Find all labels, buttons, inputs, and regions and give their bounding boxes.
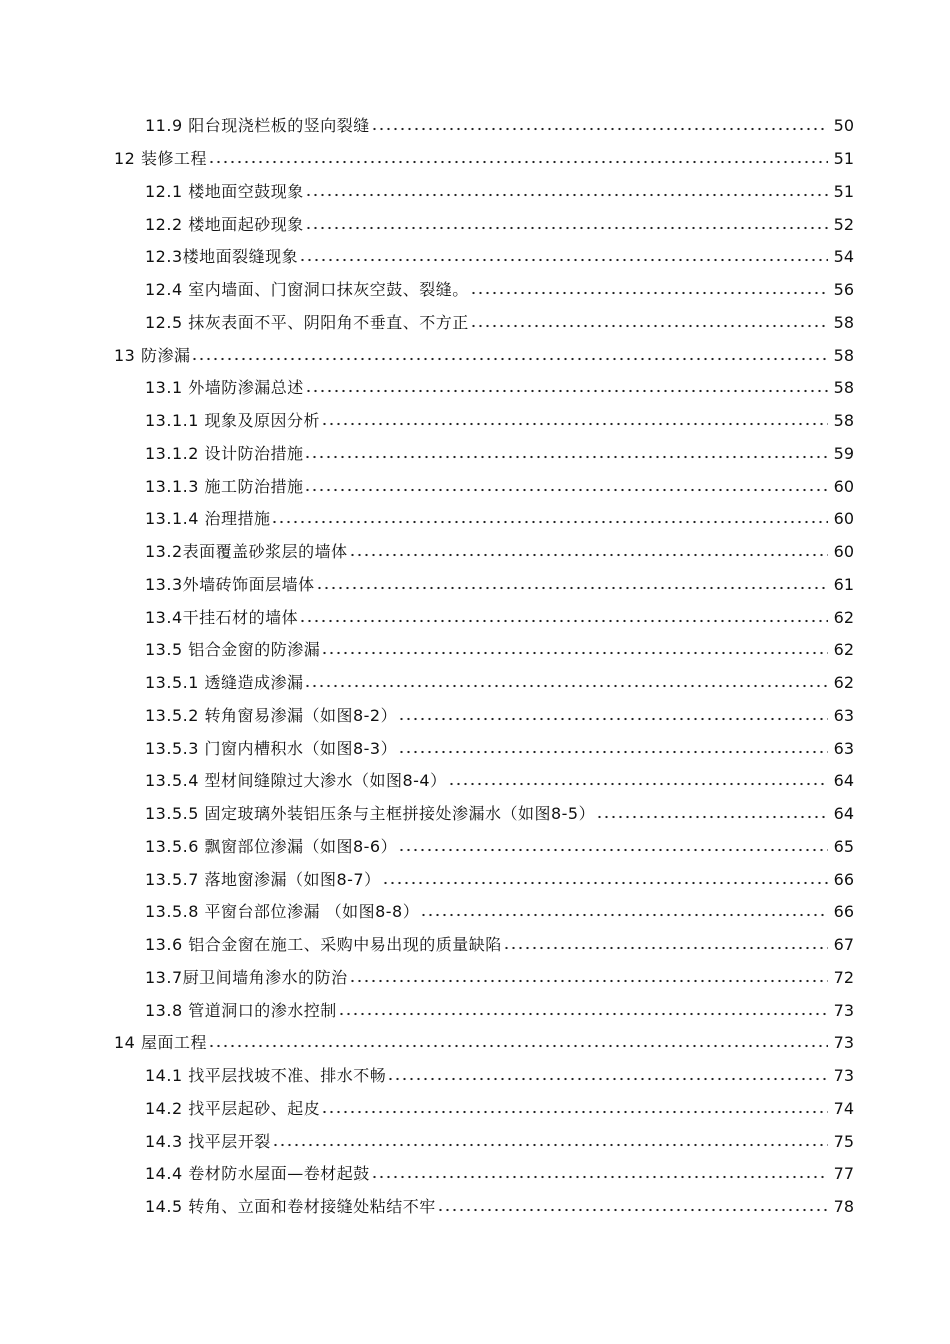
toc-entry[interactable] — [0, 1158, 950, 1191]
toc-dot-leader — [304, 450, 828, 464]
toc-entry-title: 12.1 楼地面空鼓现象 — [145, 181, 304, 201]
toc-entry[interactable] — [0, 994, 950, 1027]
toc-entry[interactable] — [0, 1093, 950, 1126]
toc-dot-leader — [321, 1105, 828, 1119]
toc-dot-leader — [437, 1203, 828, 1217]
toc-entry-title: 14.4 卷材防水屋面—卷材起鼓 — [145, 1164, 370, 1184]
toc-entry[interactable] — [0, 438, 950, 471]
toc-entry[interactable] — [0, 929, 950, 962]
toc-dot-leader — [596, 810, 828, 824]
toc-entry-title: 13.5.7 落地窗渗漏（如图8-7） — [145, 869, 381, 889]
toc-dot-leader — [305, 384, 828, 398]
toc-page-number: 62 — [833, 673, 854, 693]
toc-entry-title: 13.5.2 转角窗易渗漏（如图8-2） — [145, 705, 398, 725]
toc-entry-title: 13.1.3 施工防治措施 — [145, 476, 304, 496]
toc-entry-title: 13 防渗漏 — [114, 345, 191, 365]
toc-entry-title: 12.3楼地面裂缝现象 — [145, 247, 299, 267]
toc-page-number: 67 — [833, 935, 854, 955]
toc-entry[interactable] — [0, 307, 950, 340]
toc-dot-leader — [321, 417, 828, 431]
toc-entry-title: 13.1.1 现象及原因分析 — [145, 411, 320, 431]
toc-entry-title: 13.5.5 固定玻璃外装铝压条与主框拼接处渗漏水（如图8-5） — [145, 804, 596, 824]
toc-dot-leader — [420, 908, 828, 922]
toc-page-number: 50 — [833, 116, 854, 136]
toc-entry-title: 13.3外墙砖饰面层墙体 — [145, 574, 315, 594]
toc-page-number: 66 — [833, 869, 854, 889]
toc-dot-leader — [338, 1007, 828, 1021]
toc-page-number: 74 — [833, 1098, 854, 1118]
toc-entry-title: 13.1.2 设计防治措施 — [145, 443, 304, 463]
toc-dot-leader — [349, 974, 828, 988]
toc-dot-leader — [208, 155, 828, 169]
toc-dot-leader — [387, 1072, 828, 1086]
toc-dot-leader — [503, 941, 828, 955]
toc-entry[interactable] — [0, 536, 950, 569]
toc-entry[interactable] — [0, 569, 950, 602]
toc-dot-leader — [371, 1170, 828, 1184]
toc-dot-leader — [382, 876, 828, 890]
toc-entry-title: 14.3 找平层开裂 — [145, 1131, 271, 1151]
toc-entry-title: 13.7厨卫间墙角渗水的防治 — [145, 967, 348, 987]
toc-entry[interactable] — [0, 143, 950, 176]
toc-dot-leader — [398, 745, 828, 759]
toc-page-number: 58 — [833, 378, 854, 398]
toc-entry[interactable] — [0, 176, 950, 209]
toc-entry[interactable] — [0, 667, 950, 700]
toc-entry[interactable] — [0, 372, 950, 405]
toc-page-number: 63 — [833, 705, 854, 725]
toc-entry-title: 13.1.4 治理措施 — [145, 509, 271, 529]
toc-page-number: 72 — [833, 967, 854, 987]
toc-entry[interactable] — [0, 1191, 950, 1224]
toc-dot-leader — [272, 1138, 828, 1152]
toc-page-number: 60 — [833, 476, 854, 496]
toc-dot-leader — [316, 581, 828, 595]
toc-entry-title: 13.4干挂石材的墙体 — [145, 607, 299, 627]
toc-page-number: 54 — [833, 247, 854, 267]
toc-entry[interactable] — [0, 863, 950, 896]
toc-dot-leader — [371, 122, 828, 136]
toc-entry-title: 13.5.3 门窗内槽积水（如图8-3） — [145, 738, 398, 758]
toc-entry[interactable] — [0, 700, 950, 733]
toc-page-number: 66 — [833, 902, 854, 922]
toc-dot-leader — [299, 614, 828, 628]
toc-page-number: 56 — [833, 280, 854, 300]
toc-dot-leader — [448, 777, 828, 791]
toc-dot-leader — [398, 712, 828, 726]
toc-entry-title: 13.5.6 飘窗部位渗漏（如图8-6） — [145, 836, 398, 856]
toc-entry[interactable] — [0, 1060, 950, 1093]
toc-entry-title: 13.6 铝合金窗在施工、采购中易出现的质量缺陷 — [145, 935, 502, 955]
toc-entry[interactable] — [0, 208, 950, 241]
toc-page-number: 58 — [833, 345, 854, 365]
toc-entry[interactable] — [0, 962, 950, 995]
toc-page-number: 60 — [833, 509, 854, 529]
toc-dot-leader — [321, 646, 828, 660]
toc-entry-title: 14.1 找平层找坡不准、排水不畅 — [145, 1066, 387, 1086]
toc-entry[interactable] — [0, 241, 950, 274]
toc-page-number: 78 — [833, 1197, 854, 1217]
toc-entry-title: 13.1 外墙防渗漏总述 — [145, 378, 304, 398]
toc-page-number: 58 — [833, 312, 854, 332]
toc-page-number: 64 — [833, 771, 854, 791]
toc-entry[interactable] — [0, 798, 950, 831]
toc-entry-title: 12.5 抹灰表面不平、阴阳角不垂直、不方正 — [145, 312, 469, 332]
toc-dot-leader — [208, 1039, 828, 1053]
toc-entry[interactable] — [0, 470, 950, 503]
toc-entry[interactable] — [0, 339, 950, 372]
toc-page-number: 51 — [833, 181, 854, 201]
toc-dot-leader — [191, 352, 828, 366]
toc-dot-leader — [470, 286, 828, 300]
toc-entry-title: 13.5 铝合金窗的防渗漏 — [145, 640, 321, 660]
toc-page-number: 77 — [833, 1164, 854, 1184]
toc-entry[interactable] — [0, 634, 950, 667]
toc-entry-title: 11.9 阳台现浇栏板的竖向裂缝 — [145, 116, 370, 136]
toc-entry-title: 13.5.4 型材间缝隙过大渗水（如图8-4） — [145, 771, 447, 791]
toc-page-number: 62 — [833, 640, 854, 660]
toc-entry-title: 13.8 管道洞口的渗水控制 — [145, 1000, 337, 1020]
toc-entry-title: 12.2 楼地面起砂现象 — [145, 214, 304, 234]
toc-page-number: 58 — [833, 411, 854, 431]
toc-entry[interactable] — [0, 765, 950, 798]
toc-entry[interactable] — [0, 110, 950, 143]
toc-page-number: 63 — [833, 738, 854, 758]
toc-page-number: 73 — [833, 1033, 854, 1053]
toc-dot-leader — [305, 188, 828, 202]
toc-entry[interactable] — [0, 732, 950, 765]
toc-dot-leader — [304, 483, 828, 497]
toc-entry[interactable] — [0, 1125, 950, 1158]
toc-entry-title: 13.5.1 透缝造成渗漏 — [145, 673, 304, 693]
toc-page-number: 61 — [833, 574, 854, 594]
toc-page-number: 65 — [833, 836, 854, 856]
toc-entry-title: 12.4 室内墙面、门窗洞口抹灰空鼓、裂缝。 — [145, 280, 469, 300]
toc-dot-leader — [470, 319, 828, 333]
toc-entry[interactable] — [0, 896, 950, 929]
toc-entry-title: 14 屋面工程 — [114, 1033, 207, 1053]
toc-page-number: 60 — [833, 542, 854, 562]
toc-page-number: 59 — [833, 443, 854, 463]
toc-dot-leader — [304, 679, 828, 693]
toc-entry[interactable] — [0, 274, 950, 307]
toc-entry-title: 13.5.8 平窗台部位渗漏 （如图8-8） — [145, 902, 420, 922]
toc-entry-title: 14.2 找平层起砂、起皮 — [145, 1098, 321, 1118]
toc-entry[interactable] — [0, 1027, 950, 1060]
toc-page-number: 64 — [833, 804, 854, 824]
toc-dot-leader — [271, 515, 828, 529]
toc-entry-title: 12 装修工程 — [114, 149, 207, 169]
toc-page-number: 73 — [833, 1066, 854, 1086]
table-of-contents — [0, 110, 950, 1224]
toc-page-number: 75 — [833, 1131, 854, 1151]
toc-entry[interactable] — [0, 405, 950, 438]
toc-page-number: 51 — [833, 149, 854, 169]
toc-entry-title: 14.5 转角、立面和卷材接缝处粘结不牢 — [145, 1197, 436, 1217]
toc-entry-title: 13.2表面覆盖砂浆层的墙体 — [145, 542, 348, 562]
toc-page-number: 62 — [833, 607, 854, 627]
toc-dot-leader — [398, 843, 828, 857]
toc-page-number: 73 — [833, 1000, 854, 1020]
toc-entry[interactable] — [0, 831, 950, 864]
toc-dot-leader — [299, 253, 828, 267]
toc-page-number: 52 — [833, 214, 854, 234]
toc-entry[interactable] — [0, 503, 950, 536]
toc-dot-leader — [349, 548, 828, 562]
toc-entry[interactable] — [0, 601, 950, 634]
toc-dot-leader — [305, 221, 828, 235]
